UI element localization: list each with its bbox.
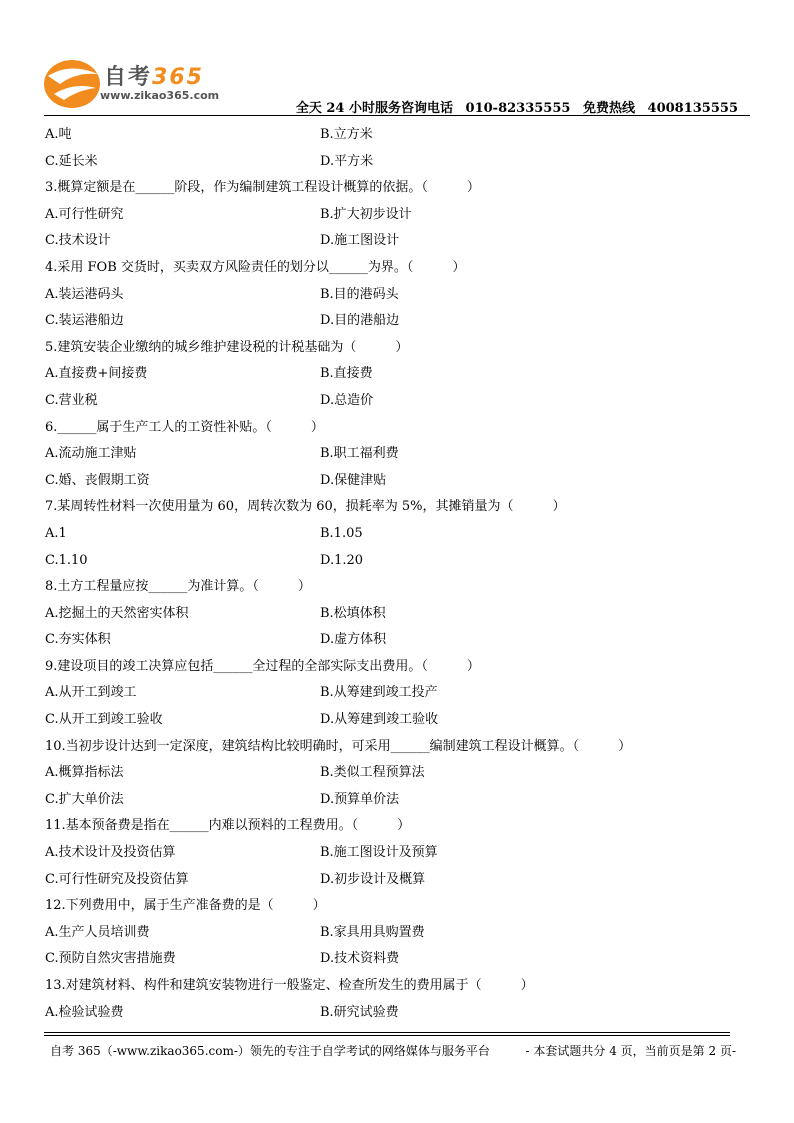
page-header <box>0 0 794 120</box>
option-row <box>45 361 745 388</box>
question-stem <box>45 335 745 362</box>
option-row <box>45 468 745 495</box>
question-stem <box>45 415 745 442</box>
question-text: 7.某周转性材料一次使用量为 60，周转次数为 60，损耗率为 5%，其摊销量为（ ） <box>45 499 566 515</box>
option-right: D.从筹建到竣工验收 <box>320 712 439 728</box>
option-row <box>45 1000 745 1027</box>
question-stem <box>45 255 745 282</box>
option-left: C.预防自然灾害措施费 <box>45 951 176 967</box>
footer-divider-second <box>44 1035 730 1036</box>
option-right: B.扩大初步设计 <box>320 206 412 222</box>
option-row <box>45 840 745 867</box>
question-stem <box>45 734 745 761</box>
question-text: 8.土方工程量应按______为准计算。（ ） <box>45 579 311 595</box>
option-right: D.总造价 <box>320 392 374 408</box>
option-left: C.可行性研究及投资估算 <box>45 871 189 887</box>
logo-brand: 自考 <box>104 65 153 90</box>
option-left: A.1 <box>45 525 67 541</box>
option-right: B.立方米 <box>320 127 373 142</box>
option-right: D.目的港船边 <box>320 313 400 329</box>
question-stem <box>45 175 745 202</box>
option-row <box>45 228 745 255</box>
question-text: 9.建设项目的竣工决算应包括______全过程的全部实际支出费用。（ ） <box>45 658 480 674</box>
question-text: 11.基本预备费是指在______内难以预料的工程费用。（ ） <box>45 818 411 834</box>
logo-number: 365 <box>152 65 204 90</box>
header-divider <box>44 115 750 116</box>
question-text: 4.采用 FOB 交货时，买卖双方风险责任的划分以______为界。（ ） <box>45 259 466 275</box>
logo-wordmark <box>104 60 204 91</box>
option-row <box>45 601 745 628</box>
hotline <box>296 97 738 116</box>
option-right: D.预算单价法 <box>320 791 400 807</box>
option-right: B.施工图设计及预算 <box>320 845 438 861</box>
option-left: A.检验试验费 <box>45 1004 124 1020</box>
exam-content <box>45 122 745 1026</box>
option-row <box>45 946 745 973</box>
option-left: C.延长米 <box>45 153 98 169</box>
option-right: B.类似工程预算法 <box>320 765 425 781</box>
question-text: 3.概算定额是在______阶段，作为编制建筑工程设计概算的依据。（ ） <box>45 180 480 196</box>
option-left: A.装运港码头 <box>45 286 124 302</box>
question-stem <box>45 494 745 521</box>
option-right: B.松填体积 <box>320 605 386 621</box>
option-left: C.装运港船边 <box>45 313 124 329</box>
option-left: A.概算指标法 <box>45 765 124 781</box>
footer-site-info: 自考 365（-www.zikao365.com-）领先的专注于自学考试的网络媒体与服务平台 <box>50 1044 490 1058</box>
option-row <box>45 548 745 575</box>
option-left: C.1.10 <box>45 552 88 568</box>
option-left: A.可行性研究 <box>45 206 124 222</box>
option-row <box>45 388 745 415</box>
option-row <box>45 441 745 468</box>
option-left: C.夯实体积 <box>45 632 111 648</box>
option-row <box>45 707 745 734</box>
question-text: 12.下列费用中，属于生产准备费的是（ ） <box>45 898 326 914</box>
option-row <box>45 920 745 947</box>
question-text: 5.建筑安装企业缴纳的城乡维护建设税的计税基础为（ ） <box>45 339 409 355</box>
question-text: 10.当初步设计达到一定深度，建筑结构比较明确时，可采用______编制建筑工程设计概算。（ ） <box>45 738 632 754</box>
option-left: C.技术设计 <box>45 233 111 249</box>
option-left: C.营业税 <box>45 392 98 408</box>
question-text: 6.______属于生产工人的工资性补贴。（ ） <box>45 419 324 435</box>
option-right: D.初步设计及概算 <box>320 871 426 887</box>
option-right: B.目的港码头 <box>320 286 399 302</box>
hotline-number: 010-82335555 <box>465 101 571 116</box>
option-row <box>45 680 745 707</box>
question-stem <box>45 654 745 681</box>
option-row <box>45 202 745 229</box>
option-left: A.从开工到竣工 <box>45 685 137 701</box>
option-row <box>45 521 745 548</box>
option-row <box>45 627 745 654</box>
option-left: A.生产人员培训费 <box>45 924 150 940</box>
option-row <box>45 308 745 335</box>
option-right: B.1.05 <box>320 525 363 541</box>
option-row <box>45 760 745 787</box>
option-left: C.扩大单价法 <box>45 791 124 807</box>
logo-url: www.zikao365.com <box>100 89 220 102</box>
option-right: B.家具用具购置费 <box>320 924 425 940</box>
option-right: B.职工福利费 <box>320 446 399 462</box>
option-row <box>45 149 745 176</box>
option-right: D.平方米 <box>320 153 374 169</box>
free-hotline-number: 4008135555 <box>647 101 738 116</box>
question-stem <box>45 813 745 840</box>
hotline-label: 全天 24 小时服务咨询电话 <box>295 101 454 116</box>
option-row <box>45 122 745 149</box>
option-row <box>45 282 745 309</box>
option-right: D.保健津贴 <box>320 472 387 488</box>
option-right: B.从筹建到竣工投产 <box>320 685 438 701</box>
option-right: B.直接费 <box>320 366 373 382</box>
question-stem <box>45 574 745 601</box>
option-left: A.技术设计及投资估算 <box>45 845 176 861</box>
option-left: A.直接费+间接费 <box>45 366 148 382</box>
option-row <box>45 787 745 814</box>
option-left: A.挖掘土的天然密实体积 <box>45 605 189 621</box>
option-row <box>45 867 745 894</box>
footer-page-info: - 本套试题共分 4 页，当前页是第 2 页- <box>525 1044 736 1058</box>
option-left: A.吨 <box>45 127 72 142</box>
question-text: 13.对建筑材料、构件和建筑安装物进行一般鉴定、检查所发生的费用属于（ ） <box>45 978 534 993</box>
option-left: C.从开工到竣工验收 <box>45 712 163 728</box>
option-left: C.婚、丧假期工资 <box>45 472 150 488</box>
free-hotline-label: 免费热线 <box>582 101 635 116</box>
question-stem <box>45 893 745 920</box>
option-right: D.虚方体积 <box>320 632 387 648</box>
option-right: B.研究试验费 <box>320 1004 399 1020</box>
question-stem <box>45 973 745 1000</box>
option-right: D.1.20 <box>320 552 364 568</box>
option-right: D.技术资料费 <box>320 951 400 967</box>
footer-divider <box>44 1032 730 1033</box>
option-left: A.流动施工津贴 <box>45 446 137 462</box>
option-right: D.施工图设计 <box>320 233 400 249</box>
